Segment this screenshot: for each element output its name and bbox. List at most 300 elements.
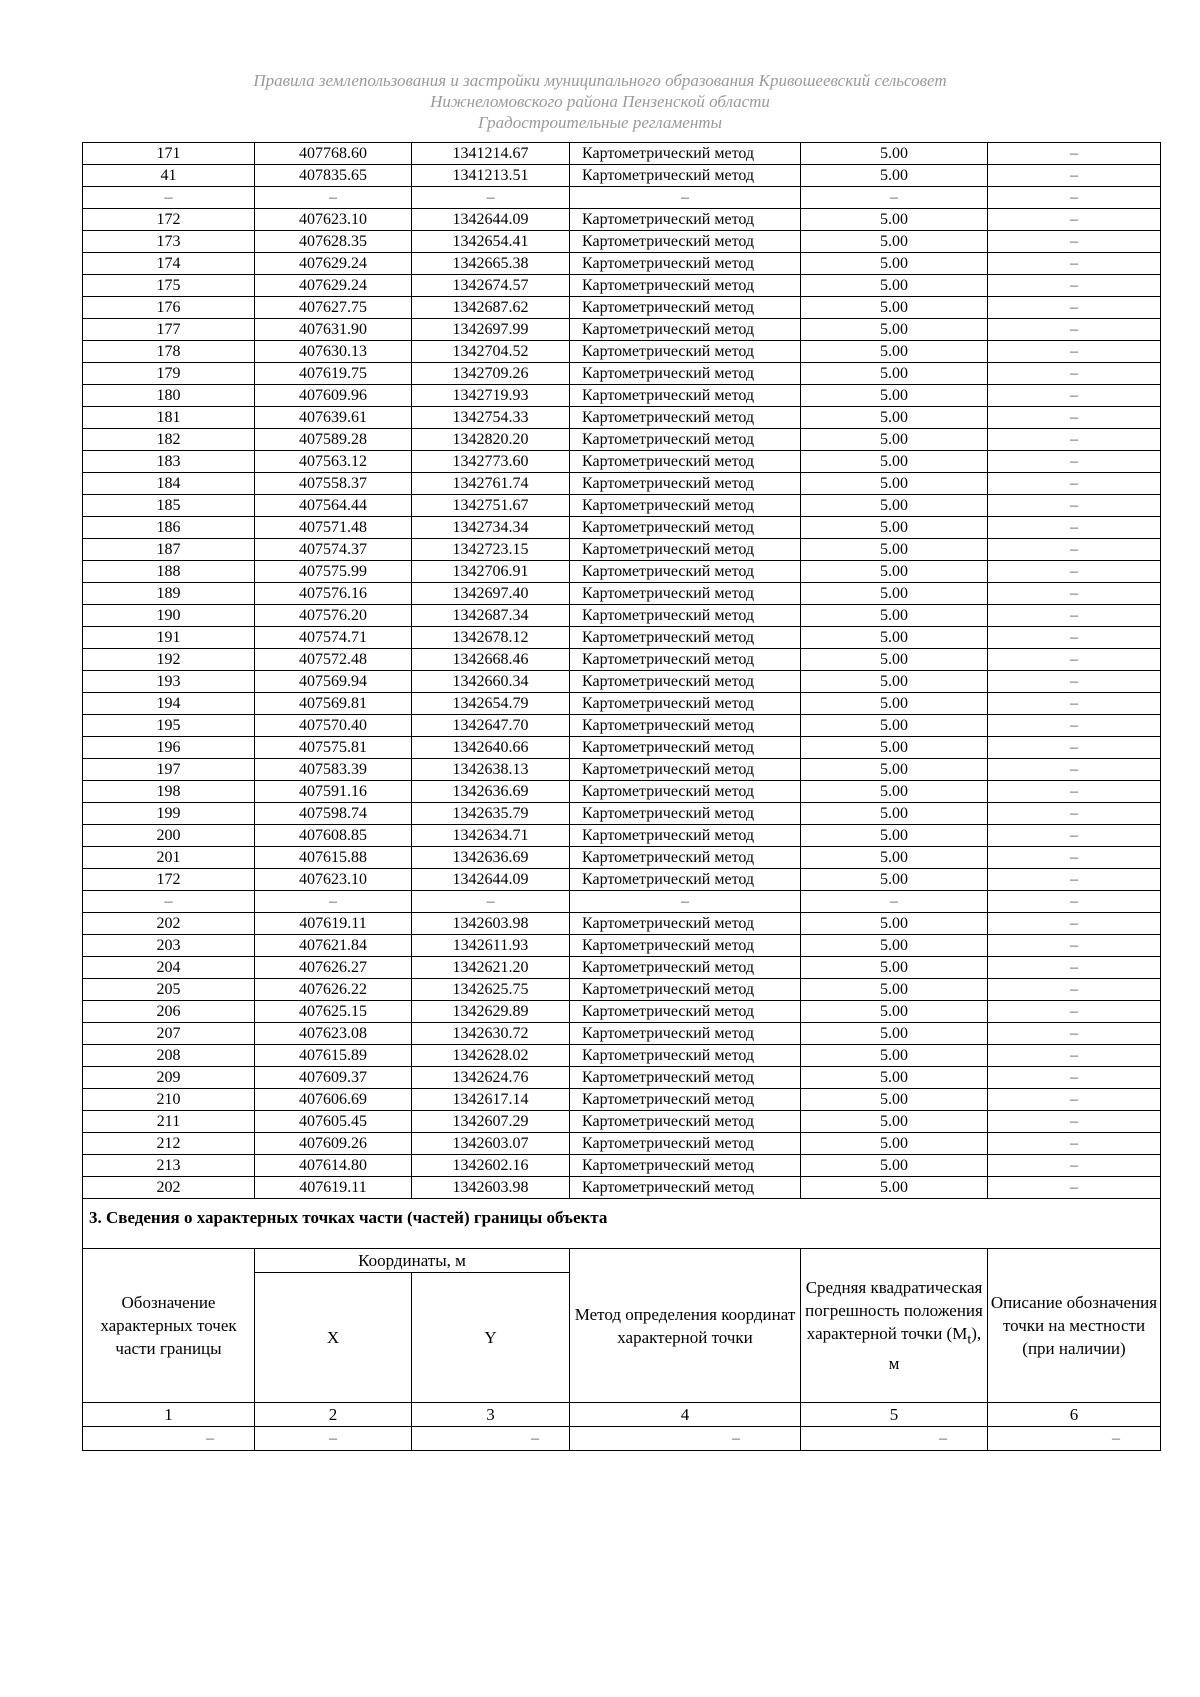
description-cell: – (988, 495, 1161, 517)
description-cell: – (988, 759, 1161, 781)
boundary-points-table (82, 142, 1161, 1451)
x-cell: 407623.10 (255, 869, 412, 891)
description-cell: – (988, 825, 1161, 847)
method-cell: Картометрический метод (570, 341, 801, 363)
x-cell: 407564.44 (255, 495, 412, 517)
table-row (83, 715, 1161, 737)
x-cell: – (255, 187, 412, 209)
y-cell: 1342625.75 (412, 979, 570, 1001)
x-cell: 407574.71 (255, 627, 412, 649)
point-id-cell: 205 (83, 979, 255, 1001)
y-cell: 1342674.57 (412, 275, 570, 297)
x-cell: 407570.40 (255, 715, 412, 737)
method-cell: Картометрический метод (570, 253, 801, 275)
accuracy-cell: 5.00 (801, 297, 988, 319)
point-id-cell: – (83, 891, 255, 913)
table-row (83, 1177, 1161, 1199)
x-cell: 407598.74 (255, 803, 412, 825)
x-cell: 407575.99 (255, 561, 412, 583)
description-cell: – (988, 1089, 1161, 1111)
accuracy-cell: 5.00 (801, 1023, 988, 1045)
x-cell: 407768.60 (255, 143, 412, 165)
y-cell: 1342607.29 (412, 1111, 570, 1133)
col-header-accuracy (801, 1249, 988, 1403)
table-row (83, 1001, 1161, 1023)
point-id-cell: 192 (83, 649, 255, 671)
accuracy-cell: 5.00 (801, 495, 988, 517)
table-row (83, 825, 1161, 847)
description-cell: – (988, 539, 1161, 561)
method-cell: Картометрический метод (570, 209, 801, 231)
y-cell: 1342773.60 (412, 451, 570, 473)
y-cell: 1342754.33 (412, 407, 570, 429)
point-id-cell: 196 (83, 737, 255, 759)
description-cell: – (988, 451, 1161, 473)
method-cell: Картометрический метод (570, 407, 801, 429)
accuracy-cell: 5.00 (801, 671, 988, 693)
section-3-title: 3. Сведения о характерных точках части (частей) границы объекта (83, 1199, 1161, 1249)
y-cell: 1342611.93 (412, 935, 570, 957)
table-row (83, 803, 1161, 825)
point-id-cell: 194 (83, 693, 255, 715)
point-id-cell: 181 (83, 407, 255, 429)
table-row (83, 583, 1161, 605)
method-cell: Картометрический метод (570, 693, 801, 715)
y-cell: 1342634.71 (412, 825, 570, 847)
point-id-cell: 209 (83, 1067, 255, 1089)
description-cell: – (988, 473, 1161, 495)
accuracy-cell: 5.00 (801, 649, 988, 671)
y-cell: 1342629.89 (412, 1001, 570, 1023)
accuracy-cell: – (801, 187, 988, 209)
column-number: 6 (988, 1403, 1161, 1427)
method-cell: Картометрический метод (570, 451, 801, 473)
method-cell: Картометрический метод (570, 825, 801, 847)
point-id-cell: 191 (83, 627, 255, 649)
column-number: 2 (255, 1403, 412, 1427)
accuracy-cell: 5.00 (801, 1111, 988, 1133)
point-id-cell: 193 (83, 671, 255, 693)
description-cell: – (988, 627, 1161, 649)
description-cell: – (988, 187, 1161, 209)
x-cell: 407591.16 (255, 781, 412, 803)
accuracy-cell: 5.00 (801, 539, 988, 561)
accuracy-cell: 5.00 (801, 759, 988, 781)
point-id-cell: 202 (83, 913, 255, 935)
table-row (83, 1067, 1161, 1089)
page-header (0, 70, 1200, 133)
description-cell: – (988, 231, 1161, 253)
table-row (83, 319, 1161, 341)
point-id-cell: 213 (83, 1155, 255, 1177)
description-cell: – (988, 165, 1161, 187)
method-cell: Картометрический метод (570, 847, 801, 869)
accuracy-cell: 5.00 (801, 847, 988, 869)
point-id-cell: 208 (83, 1045, 255, 1067)
table-row (83, 1089, 1161, 1111)
point-id-cell: 179 (83, 363, 255, 385)
x-cell: 407623.10 (255, 209, 412, 231)
table-row (83, 957, 1161, 979)
y-cell: 1342660.34 (412, 671, 570, 693)
x-cell: 407614.80 (255, 1155, 412, 1177)
col-header-point-id: Обозначение характерных точек части границы (83, 1249, 255, 1403)
accuracy-cell: 5.00 (801, 275, 988, 297)
y-cell: 1342636.69 (412, 847, 570, 869)
point-id-cell: 171 (83, 143, 255, 165)
description-cell: – (988, 341, 1161, 363)
accuracy-cell: 5.00 (801, 979, 988, 1001)
y-cell: – (412, 187, 570, 209)
accuracy-cell: 5.00 (801, 1089, 988, 1111)
x-cell: 407572.48 (255, 649, 412, 671)
method-cell: Картометрический метод (570, 143, 801, 165)
points-rows (83, 143, 1161, 1199)
x-cell: 407629.24 (255, 275, 412, 297)
method-cell: Картометрический метод (570, 385, 801, 407)
method-cell: Картометрический метод (570, 539, 801, 561)
accuracy-cell: 5.00 (801, 1133, 988, 1155)
col-header-coordinates: Координаты, м (255, 1249, 570, 1273)
point-id-cell: 197 (83, 759, 255, 781)
x-cell: 407631.90 (255, 319, 412, 341)
accuracy-cell: 5.00 (801, 451, 988, 473)
y-cell: 1341214.67 (412, 143, 570, 165)
description-cell: – (988, 1133, 1161, 1155)
point-id-cell: 172 (83, 209, 255, 231)
accuracy-cell: 5.00 (801, 253, 988, 275)
description-cell: – (988, 649, 1161, 671)
x-cell: 407627.75 (255, 297, 412, 319)
point-id-cell: 185 (83, 495, 255, 517)
table-row (83, 407, 1161, 429)
accuracy-cell: 5.00 (801, 319, 988, 341)
point-id-cell: 172 (83, 869, 255, 891)
point-id-cell: 182 (83, 429, 255, 451)
x-cell: 407608.85 (255, 825, 412, 847)
description-cell: – (988, 671, 1161, 693)
point-id-cell: 198 (83, 781, 255, 803)
table-cell: – (988, 1427, 1161, 1451)
column-number: 5 (801, 1403, 988, 1427)
y-cell: 1342687.34 (412, 605, 570, 627)
accuracy-cell: 5.00 (801, 1155, 988, 1177)
y-cell: 1342603.07 (412, 1133, 570, 1155)
point-id-cell: 206 (83, 1001, 255, 1023)
accuracy-cell: 5.00 (801, 869, 988, 891)
table-row (83, 451, 1161, 473)
accuracy-cell: 5.00 (801, 165, 988, 187)
x-cell: 407609.96 (255, 385, 412, 407)
x-cell: 407576.20 (255, 605, 412, 627)
x-cell: 407558.37 (255, 473, 412, 495)
accuracy-cell: 5.00 (801, 517, 988, 539)
accuracy-cell: 5.00 (801, 1045, 988, 1067)
accuracy-cell: 5.00 (801, 693, 988, 715)
point-id-cell: 202 (83, 1177, 255, 1199)
table-row (83, 847, 1161, 869)
y-cell: 1342734.34 (412, 517, 570, 539)
table-row (83, 935, 1161, 957)
table-row (83, 759, 1161, 781)
description-cell: – (988, 737, 1161, 759)
table-row (83, 495, 1161, 517)
x-cell: 407609.26 (255, 1133, 412, 1155)
point-id-cell: 190 (83, 605, 255, 627)
description-cell: – (988, 1001, 1161, 1023)
point-id-cell: 199 (83, 803, 255, 825)
accuracy-cell: 5.00 (801, 363, 988, 385)
y-cell: 1342636.69 (412, 781, 570, 803)
method-cell: Картометрический метод (570, 561, 801, 583)
method-cell: Картометрический метод (570, 363, 801, 385)
description-cell: – (988, 935, 1161, 957)
method-cell: Картометрический метод (570, 935, 801, 957)
accuracy-cell: 5.00 (801, 803, 988, 825)
description-cell: – (988, 517, 1161, 539)
table-row (83, 297, 1161, 319)
description-cell: – (988, 143, 1161, 165)
x-cell: 407583.39 (255, 759, 412, 781)
y-cell: 1342820.20 (412, 429, 570, 451)
table-row (83, 1045, 1161, 1067)
accuracy-cell: 5.00 (801, 605, 988, 627)
description-cell: – (988, 803, 1161, 825)
point-id-cell: 180 (83, 385, 255, 407)
accuracy-cell: 5.00 (801, 583, 988, 605)
method-cell: Картометрический метод (570, 583, 801, 605)
table-row (83, 737, 1161, 759)
point-id-cell: 201 (83, 847, 255, 869)
x-cell: 407626.22 (255, 979, 412, 1001)
method-cell: Картометрический метод (570, 1089, 801, 1111)
y-cell: 1342697.40 (412, 583, 570, 605)
method-cell: – (570, 891, 801, 913)
y-cell: 1342603.98 (412, 1177, 570, 1199)
x-cell: 407835.65 (255, 165, 412, 187)
point-id-cell: 184 (83, 473, 255, 495)
description-cell: – (988, 781, 1161, 803)
col-header-x: X (255, 1273, 412, 1403)
method-cell: Картометрический метод (570, 275, 801, 297)
y-cell: 1342603.98 (412, 913, 570, 935)
x-cell: 407630.13 (255, 341, 412, 363)
point-id-cell: – (83, 187, 255, 209)
accuracy-cell: 5.00 (801, 627, 988, 649)
table-row (83, 869, 1161, 891)
table-row (83, 891, 1161, 913)
point-id-cell: 175 (83, 275, 255, 297)
y-cell: 1342654.79 (412, 693, 570, 715)
accuracy-cell: 5.00 (801, 341, 988, 363)
column-number: 3 (412, 1403, 570, 1427)
method-cell: Картометрический метод (570, 1133, 801, 1155)
y-cell: 1342654.41 (412, 231, 570, 253)
x-cell: 407569.81 (255, 693, 412, 715)
table-row (83, 1133, 1161, 1155)
description-cell: – (988, 363, 1161, 385)
accuracy-cell: 5.00 (801, 737, 988, 759)
x-cell: 407589.28 (255, 429, 412, 451)
point-id-cell: 210 (83, 1089, 255, 1111)
y-cell: 1342687.62 (412, 297, 570, 319)
table-row (83, 187, 1161, 209)
x-cell: 407605.45 (255, 1111, 412, 1133)
accuracy-cell: 5.00 (801, 1001, 988, 1023)
method-cell: Картометрический метод (570, 495, 801, 517)
x-cell: 407576.16 (255, 583, 412, 605)
table-cell: – (570, 1427, 801, 1451)
accuracy-cell: 5.00 (801, 429, 988, 451)
point-id-cell: 173 (83, 231, 255, 253)
point-id-cell: 203 (83, 935, 255, 957)
y-cell: 1342644.09 (412, 869, 570, 891)
description-cell: – (988, 253, 1161, 275)
column-number: 1 (83, 1403, 255, 1427)
x-cell: 407625.15 (255, 1001, 412, 1023)
y-cell: 1342630.72 (412, 1023, 570, 1045)
method-cell: – (570, 187, 801, 209)
x-cell: 407615.89 (255, 1045, 412, 1067)
point-id-cell: 176 (83, 297, 255, 319)
table-row (83, 1023, 1161, 1045)
header-line-3: Градостроительные регламенты (477, 113, 723, 132)
y-cell: 1342723.15 (412, 539, 570, 561)
x-cell: 407626.27 (255, 957, 412, 979)
accuracy-cell: 5.00 (801, 385, 988, 407)
method-cell: Картометрический метод (570, 737, 801, 759)
empty-row (83, 1427, 1161, 1451)
y-cell: 1342602.16 (412, 1155, 570, 1177)
description-cell: – (988, 297, 1161, 319)
y-cell: 1342709.26 (412, 363, 570, 385)
table-row (83, 209, 1161, 231)
x-cell: 407619.11 (255, 1177, 412, 1199)
point-id-cell: 177 (83, 319, 255, 341)
method-cell: Картометрический метод (570, 1155, 801, 1177)
y-cell: 1342761.74 (412, 473, 570, 495)
x-cell: 407639.61 (255, 407, 412, 429)
y-cell: 1342751.67 (412, 495, 570, 517)
table-cell: – (801, 1427, 988, 1451)
column-number: 4 (570, 1403, 801, 1427)
point-id-cell: 187 (83, 539, 255, 561)
method-cell: Картометрический метод (570, 429, 801, 451)
description-cell: – (988, 1177, 1161, 1199)
accuracy-cell: 5.00 (801, 957, 988, 979)
description-cell: – (988, 913, 1161, 935)
method-cell: Картометрический метод (570, 297, 801, 319)
x-cell: 407606.69 (255, 1089, 412, 1111)
method-cell: Картометрический метод (570, 957, 801, 979)
table-row (83, 539, 1161, 561)
description-cell: – (988, 693, 1161, 715)
description-cell: – (988, 957, 1161, 979)
method-cell: Картометрический метод (570, 231, 801, 253)
y-cell: 1342704.52 (412, 341, 570, 363)
method-cell: Картометрический метод (570, 671, 801, 693)
accuracy-cell: 5.00 (801, 407, 988, 429)
method-cell: Картометрический метод (570, 803, 801, 825)
x-cell: 407628.35 (255, 231, 412, 253)
x-cell: 407609.37 (255, 1067, 412, 1089)
header-line-2: Нижнеломовского района Пензенской области (430, 92, 770, 111)
point-id-cell: 186 (83, 517, 255, 539)
x-cell: 407619.11 (255, 913, 412, 935)
description-cell: – (988, 1155, 1161, 1177)
table-cell: – (83, 1427, 255, 1451)
description-cell: – (988, 209, 1161, 231)
accuracy-label: Средняя квадратическая погрешность положения характерной точки (M (805, 1278, 983, 1344)
point-id-cell: 207 (83, 1023, 255, 1045)
y-cell: 1342697.99 (412, 319, 570, 341)
table-row (83, 517, 1161, 539)
table-row (83, 605, 1161, 627)
accuracy-cell: 5.00 (801, 473, 988, 495)
y-cell: 1342640.66 (412, 737, 570, 759)
method-cell: Картометрический метод (570, 627, 801, 649)
y-cell: 1342635.79 (412, 803, 570, 825)
accuracy-cell: 5.00 (801, 781, 988, 803)
y-cell: 1342638.13 (412, 759, 570, 781)
description-cell: – (988, 891, 1161, 913)
point-id-cell: 200 (83, 825, 255, 847)
point-id-cell: 211 (83, 1111, 255, 1133)
method-cell: Картометрический метод (570, 715, 801, 737)
x-cell: 407629.24 (255, 253, 412, 275)
table-cell: – (412, 1427, 570, 1451)
y-cell: 1342624.76 (412, 1067, 570, 1089)
x-cell: 407619.75 (255, 363, 412, 385)
description-cell: – (988, 847, 1161, 869)
table-row (83, 143, 1161, 165)
point-id-cell: 212 (83, 1133, 255, 1155)
method-cell: Картометрический метод (570, 759, 801, 781)
y-cell: 1342644.09 (412, 209, 570, 231)
table-row (83, 429, 1161, 451)
method-cell: Картометрический метод (570, 1001, 801, 1023)
description-cell: – (988, 429, 1161, 451)
accuracy-unit: ), м (888, 1324, 982, 1373)
table-row (83, 649, 1161, 671)
y-cell: 1342665.38 (412, 253, 570, 275)
table-row (83, 231, 1161, 253)
table-row (83, 1111, 1161, 1133)
method-cell: Картометрический метод (570, 1067, 801, 1089)
x-cell: 407621.84 (255, 935, 412, 957)
table-row (83, 275, 1161, 297)
accuracy-cell: 5.00 (801, 825, 988, 847)
description-cell: – (988, 583, 1161, 605)
y-cell: 1342617.14 (412, 1089, 570, 1111)
y-cell: 1342628.02 (412, 1045, 570, 1067)
method-cell: Картометрический метод (570, 1023, 801, 1045)
method-cell: Картометрический метод (570, 319, 801, 341)
table-cell: – (255, 1427, 412, 1451)
accuracy-subscript: t (967, 1331, 972, 1348)
table-row (83, 693, 1161, 715)
description-cell: – (988, 1023, 1161, 1045)
y-cell: 1342706.91 (412, 561, 570, 583)
x-cell: 407615.88 (255, 847, 412, 869)
description-cell: – (988, 605, 1161, 627)
description-cell: – (988, 1045, 1161, 1067)
y-cell: 1342621.20 (412, 957, 570, 979)
method-cell: Картометрический метод (570, 473, 801, 495)
col-header-description: Описание обозначения точки на местности (при наличии) (988, 1249, 1161, 1403)
y-cell: 1342647.70 (412, 715, 570, 737)
x-cell: 407571.48 (255, 517, 412, 539)
